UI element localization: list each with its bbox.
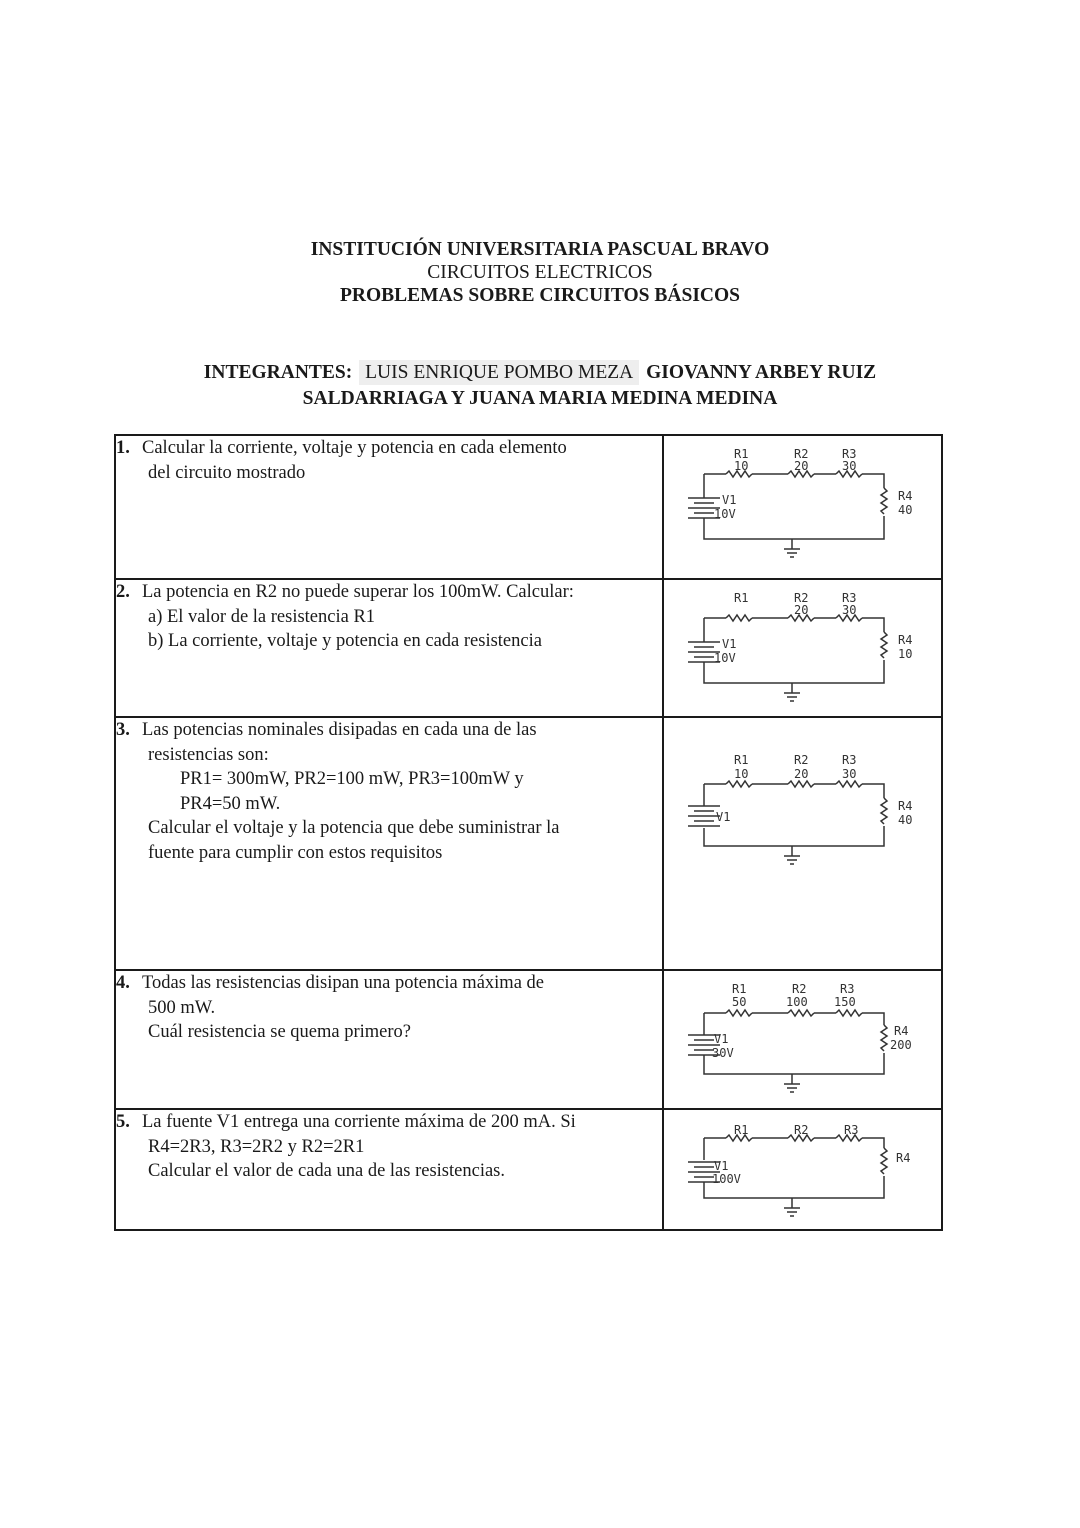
problem-number: 2. — [116, 582, 130, 602]
highlighted-member-name: LUIS ENRIQUE POMBO MEZA — [359, 360, 639, 385]
v1-name-label: V1 — [714, 1032, 729, 1046]
circuit-figure — [663, 435, 942, 579]
r4-value-label: 200 — [890, 1038, 912, 1052]
problem-row — [115, 717, 942, 970]
r2-name-label: R2 — [792, 982, 807, 996]
r4-name-label: R4 — [898, 799, 913, 813]
problem-line: Calcular la corriente, voltaje y potencia en cada elemento — [142, 438, 567, 458]
v1-name-label: V1 — [722, 637, 737, 651]
r2-name-label: R2 — [794, 447, 809, 461]
circuit-figure — [663, 579, 942, 717]
circuit-figure — [663, 717, 942, 970]
circuit-diagram — [664, 436, 941, 578]
problem-text — [115, 1109, 663, 1230]
r2-value-label: 20 — [794, 459, 809, 473]
problem-number: 3. — [116, 720, 130, 740]
problem-line: del circuito mostrado — [148, 462, 306, 483]
v1-value-label: 10V — [714, 507, 736, 521]
r2-name-label: R2 — [794, 1123, 809, 1137]
circuit-figure — [663, 1109, 942, 1230]
members-label: INTEGRANTES: — [203, 362, 353, 383]
members-line2: SALDARRIAGA Y JUANA MARIA MEDINA MEDINA — [302, 388, 778, 409]
r3-value-label: 30 — [842, 767, 857, 781]
problem-line: La potencia en R2 no puede superar los 100mW. Calcular: — [142, 582, 574, 602]
r4-value-label: 40 — [898, 813, 913, 827]
institution-title: INSTITUCIÓN UNIVERSITARIA PASCUAL BRAVO — [310, 239, 770, 260]
members-line1: GIOVANNY ARBEY RUIZ — [646, 362, 877, 383]
r2-name-label: R2 — [794, 591, 809, 605]
problem-line: Calcular el voltaje y la potencia que debe suministrar la — [148, 818, 560, 838]
problem-line: La fuente V1 entrega una corriente máxima de 200 mA. Si — [142, 1112, 576, 1132]
problem-number: 1. — [116, 438, 130, 458]
problem-text — [115, 970, 663, 1109]
problem-number: 5. — [116, 1112, 130, 1132]
r4-name-label: R4 — [898, 489, 913, 503]
problem-line: 500 mW. — [148, 997, 216, 1018]
problem-text — [115, 579, 663, 717]
r1-name-label: R1 — [734, 447, 749, 461]
r3-name-label: R3 — [840, 982, 855, 996]
r3-name-label: R3 — [842, 753, 857, 767]
r3-name-label: R3 — [842, 591, 857, 605]
problem-text — [115, 717, 663, 970]
problems-table — [114, 434, 943, 1231]
v1-value-label: 100V — [712, 1172, 741, 1186]
r2-value-label: 100 — [786, 995, 808, 1009]
r4-name-label: R4 — [894, 1024, 909, 1038]
circuit-diagram — [664, 1110, 941, 1229]
r4-name-label: R4 — [898, 633, 913, 647]
r3-value-label: 150 — [834, 995, 856, 1009]
problem-line: Las potencias nominales disipadas en cada una de las — [142, 720, 537, 740]
members-block — [0, 360, 1080, 412]
problem-row — [115, 579, 942, 717]
r2-name-label: R2 — [794, 753, 809, 767]
r2-value-label: 20 — [794, 603, 809, 617]
r4-name-label: R4 — [896, 1151, 911, 1165]
problem-line: R4=2R3, R3=2R2 y R2=2R1 — [148, 1136, 365, 1157]
document-header — [0, 238, 1080, 307]
r3-value-label: 30 — [842, 459, 857, 473]
problem-line: PR4=50 mW. — [180, 793, 281, 814]
problem-row — [115, 1109, 942, 1230]
r1-value-label: 10 — [734, 767, 749, 781]
problem-line: Todas las resistencias disipan una potencia máxima de — [142, 973, 544, 993]
r3-value-label: 30 — [842, 603, 857, 617]
problem-line: resistencias son: — [148, 744, 269, 765]
problem-line: b) La corriente, voltaje y potencia en cada resistencia — [148, 631, 542, 651]
r4-value-label: 40 — [898, 503, 913, 517]
r3-name-label: R3 — [842, 447, 857, 461]
course-title: CIRCUITOS ELECTRICOS — [427, 262, 653, 283]
topic-title: PROBLEMAS SOBRE CIRCUITOS BÁSICOS — [339, 285, 741, 306]
problem-line: Cuál resistencia se quema primero? — [148, 1022, 412, 1042]
problem-line: PR1= 300mW, PR2=100 mW, PR3=100mW y — [180, 769, 524, 789]
problem-text — [115, 435, 663, 579]
circuit-diagram — [664, 580, 941, 716]
r3-name-label: R3 — [844, 1123, 859, 1137]
problem-number: 4. — [116, 973, 130, 993]
problem-line: a) El valor de la resistencia R1 — [148, 606, 376, 627]
v1-name-label: V1 — [716, 810, 731, 824]
r1-value-label: 50 — [732, 995, 747, 1009]
r1-name-label: R1 — [734, 1123, 749, 1137]
v1-value-label: 30V — [712, 1046, 734, 1060]
circuit-diagram — [664, 718, 941, 878]
v1-name-label: V1 — [714, 1159, 729, 1173]
r4-value-label: 10 — [898, 647, 913, 661]
v1-name-label: V1 — [722, 493, 737, 507]
circuit-diagram — [664, 971, 941, 1108]
v1-value-label: 10V — [714, 651, 736, 665]
problem-row — [115, 435, 942, 579]
r1-name-label: R1 — [734, 591, 749, 605]
r1-name-label: R1 — [734, 753, 749, 767]
circuit-figure — [663, 970, 942, 1109]
problem-line: fuente para cumplir con estos requisitos — [148, 842, 443, 863]
problem-line: Calcular el valor de cada una de las resistencias. — [148, 1161, 505, 1181]
r1-name-label: R1 — [732, 982, 747, 996]
r1-value-label: 10 — [734, 459, 749, 473]
r2-value-label: 20 — [794, 767, 809, 781]
problem-row — [115, 970, 942, 1109]
